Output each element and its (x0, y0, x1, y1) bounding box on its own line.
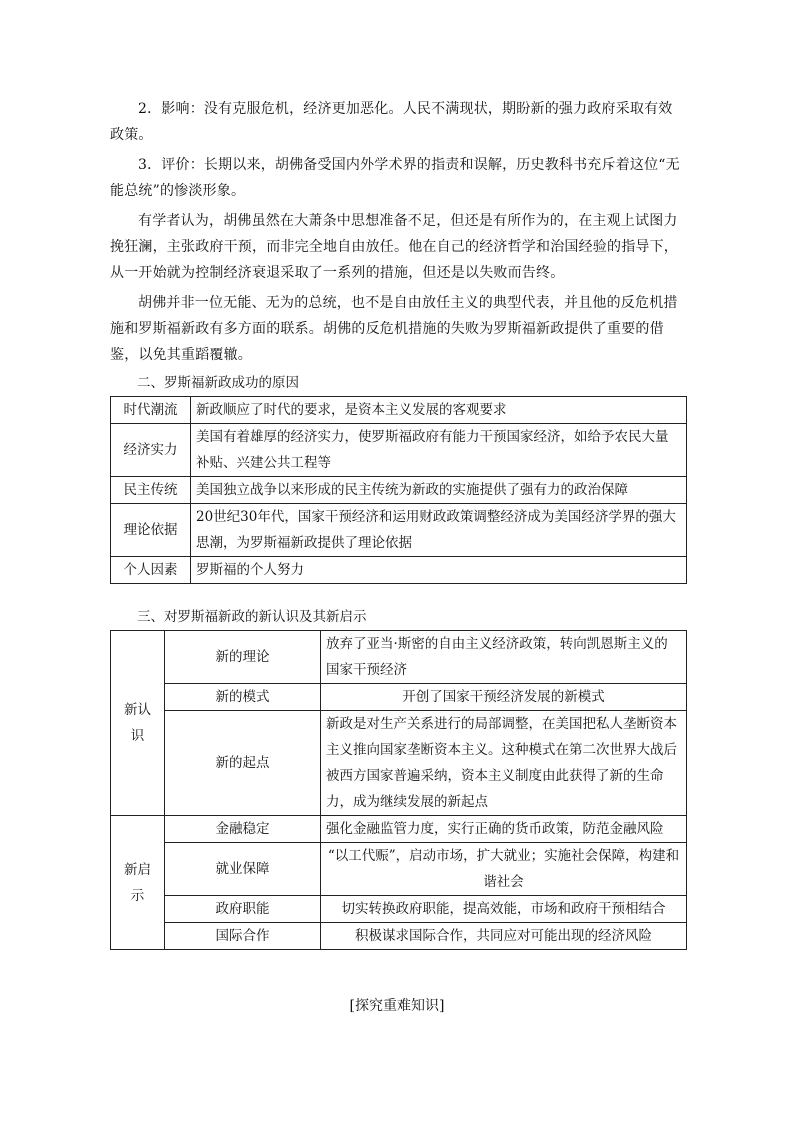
table-row (111, 684, 687, 711)
table-row (111, 397, 687, 424)
table-row (111, 711, 687, 816)
row-label: 新的起点 (165, 711, 321, 816)
paragraph-hoover-summary: 胡佛并非一位无能、无为的总统，也不是自由放任主义的典型代表，并且他的反危机措施和罗斯福新政有多方面的联系。胡佛的反危机措施的失败为罗斯福新政提供了重要的借鉴，以免其重蹈覆辙。 (110, 295, 678, 363)
row-text: 新政是对生产关系进行的局部调整，在美国把私人垄断资本主义推向国家垄断资本主义。这种模式在第二次世界大战后被西方国家普遍采纳，资本主义制度由此获得了新的生命力，成为继续发展的新起点 (321, 711, 687, 816)
paragraph-scholar-view: 有学者认为，胡佛虽然在大萧条中思想准备不足，但还是有所作为的，在主观上试图力挽狂澜，主张政府干预，而非完全地自由放任。他在自己的经济哲学和治国经验的指导下，从一开始就为控制经济衰退采取了一系列的措施，但还是以失败而告终。 (110, 213, 678, 281)
row-text: 20世纪30年代，国家干预经济和运用财政政策调整经济成为美国经济学界的强大思潮，为罗斯福新政提供了理论依据 (191, 504, 687, 557)
row-text: 开创了国家干预经济发展的新模式 (321, 684, 687, 711)
new-understanding-table (110, 630, 687, 950)
row-text: 切实转换政府职能，提高效能，市场和政府干预相结合 (321, 896, 687, 923)
row-text: 积极谋求国际合作，共同应对可能出现的经济风险 (321, 923, 687, 950)
paragraph-impact: 2．影响：没有克服危机，经济更加恶化。人民不满现状，期盼新的强力政府采取有效政策。 (110, 101, 673, 143)
row-label: 新的理论 (165, 631, 321, 684)
row-text: 放弃了亚当·斯密的自由主义经济政策，转向凯恩斯主义的国家干预经济 (321, 631, 687, 684)
group-label-new-inspiration: 新启示 (111, 816, 165, 950)
table-row (111, 504, 687, 557)
table-row (111, 923, 687, 950)
group-label-new-understanding: 新认识 (111, 631, 165, 816)
row-label: 政府职能 (165, 896, 321, 923)
table-row (111, 631, 687, 684)
row-label: 民主传统 (111, 477, 191, 504)
row-label: 金融稳定 (165, 816, 321, 843)
row-label: 就业保障 (165, 843, 321, 896)
row-text: “以工代赈”，启动市场，扩大就业；实施社会保障，构建和谐社会 (321, 843, 687, 896)
row-text: 强化金融监管力度，实行正确的货币政策，防范金融风险 (321, 816, 687, 843)
section2-heading: 二、罗斯福新政成功的原因 (137, 375, 299, 391)
table-row (111, 557, 687, 584)
section3-heading: 三、对罗斯福新政的新认识及其新启示 (137, 609, 367, 625)
table-row (111, 843, 687, 896)
row-label: 新的模式 (165, 684, 321, 711)
row-text: 罗斯福的个人努力 (191, 557, 687, 584)
table-row (111, 477, 687, 504)
row-label: 国际合作 (165, 923, 321, 950)
section-footer-title: [探究重难知识] (349, 998, 445, 1014)
paragraph-evaluation: 3．评价：长期以来，胡佛备受国内外学术界的指责和误解，历史教科书充斥着这位“无能总统”的惨淡形象。 (110, 157, 680, 199)
table-row (111, 424, 687, 477)
row-text: 新政顺应了时代的要求，是资本主义发展的客观要求 (191, 397, 687, 424)
row-text: 美国有着雄厚的经济实力，使罗斯福政府有能力干预国家经济，如给予农民大量补贴、兴建公共工程等 (191, 424, 687, 477)
row-text: 美国独立战争以来形成的民主传统为新政的实施提供了强有力的政治保障 (191, 477, 687, 504)
document-page (110, 96, 686, 950)
row-label: 个人因素 (111, 557, 191, 584)
success-reasons-table (110, 396, 687, 584)
row-label: 时代潮流 (111, 397, 191, 424)
row-label: 理论依据 (111, 504, 191, 557)
table-row (111, 816, 687, 843)
table-row (111, 896, 687, 923)
row-label: 经济实力 (111, 424, 191, 477)
